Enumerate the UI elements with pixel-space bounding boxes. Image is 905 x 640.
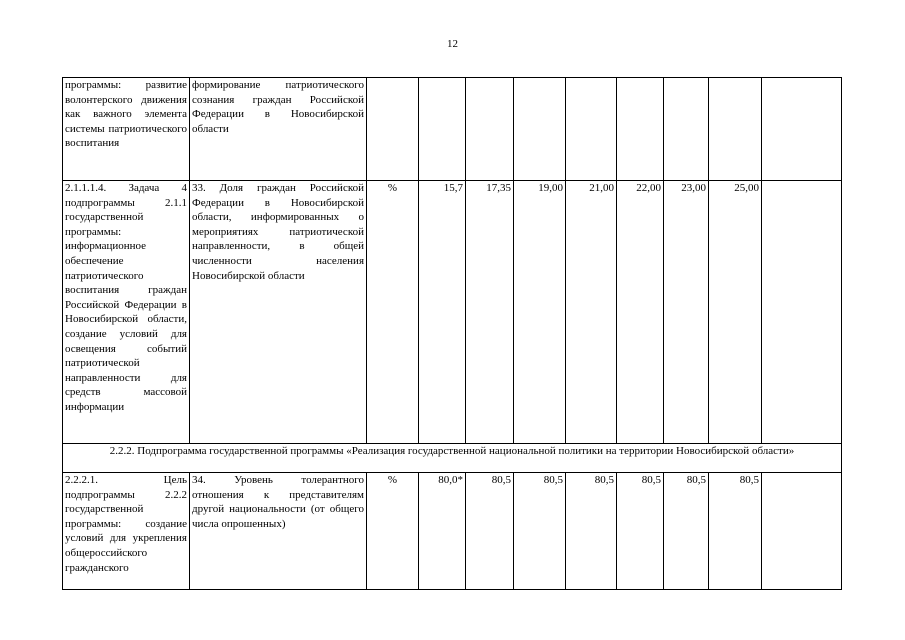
value-cell: 80,5 xyxy=(514,473,566,590)
value-cell xyxy=(664,78,709,181)
value-cell xyxy=(566,78,617,181)
value-cell xyxy=(514,78,566,181)
goal-cell: программы: развитие волонтерского движения как важного элемента системы патриотического воспитания xyxy=(63,78,190,181)
value-cell: 80,5 xyxy=(466,473,514,590)
value-cell xyxy=(762,181,842,444)
value-cell: 19,00 xyxy=(514,181,566,444)
indicator-cell: 33. Доля граждан Российской Федерации в Новосибирской области, информированных о мероприятиях патриотической направленности, в общей численности населения Новосибирской области xyxy=(190,181,367,444)
value-cell: 17,35 xyxy=(466,181,514,444)
table-row xyxy=(63,78,842,181)
indicators-table xyxy=(62,77,842,590)
value-cell: 80,0* xyxy=(419,473,466,590)
value-cell: 80,5 xyxy=(664,473,709,590)
goal-cell: 2.1.1.1.4. Задача 4 подпрограммы 2.1.1 государственной программы: информационное обеспечение патриотического воспитания граждан Российской Федерации в Новосибирской области, создание условий для освещения событий патриотической направленности для средств массовой информации xyxy=(63,181,190,444)
value-cell xyxy=(419,78,466,181)
value-cell: 23,00 xyxy=(664,181,709,444)
page-number: 12 xyxy=(447,38,458,50)
value-cell: 80,5 xyxy=(617,473,664,590)
value-cell xyxy=(762,473,842,590)
value-cell: 15,7 xyxy=(419,181,466,444)
value-cell: 21,00 xyxy=(566,181,617,444)
table-row xyxy=(63,473,842,590)
indicator-cell: 34. Уровень толерантного отношения к представителям другой национальности (от общего числа опрошенных) xyxy=(190,473,367,590)
value-cell: 25,00 xyxy=(709,181,762,444)
value-cell xyxy=(709,78,762,181)
value-cell: 22,00 xyxy=(617,181,664,444)
indicator-cell: формирование патриотического сознания граждан Российской Федерации в Новосибирской области xyxy=(190,78,367,181)
value-cell xyxy=(762,78,842,181)
unit-cell xyxy=(367,78,419,181)
section-header: 2.2.2. Подпрограмма государственной программы «Реализация государственной национальной политики на территории Новосибирской области» xyxy=(63,444,842,473)
value-cell xyxy=(617,78,664,181)
unit-cell: % xyxy=(367,473,419,590)
value-cell: 80,5 xyxy=(566,473,617,590)
table-row xyxy=(63,444,842,473)
unit-cell: % xyxy=(367,181,419,444)
goal-cell: 2.2.2.1. Цель подпрограммы 2.2.2 государственной программы: создание условий для укрепления общероссийского гражданского xyxy=(63,473,190,590)
value-cell: 80,5 xyxy=(709,473,762,590)
table-row xyxy=(63,181,842,444)
value-cell xyxy=(466,78,514,181)
